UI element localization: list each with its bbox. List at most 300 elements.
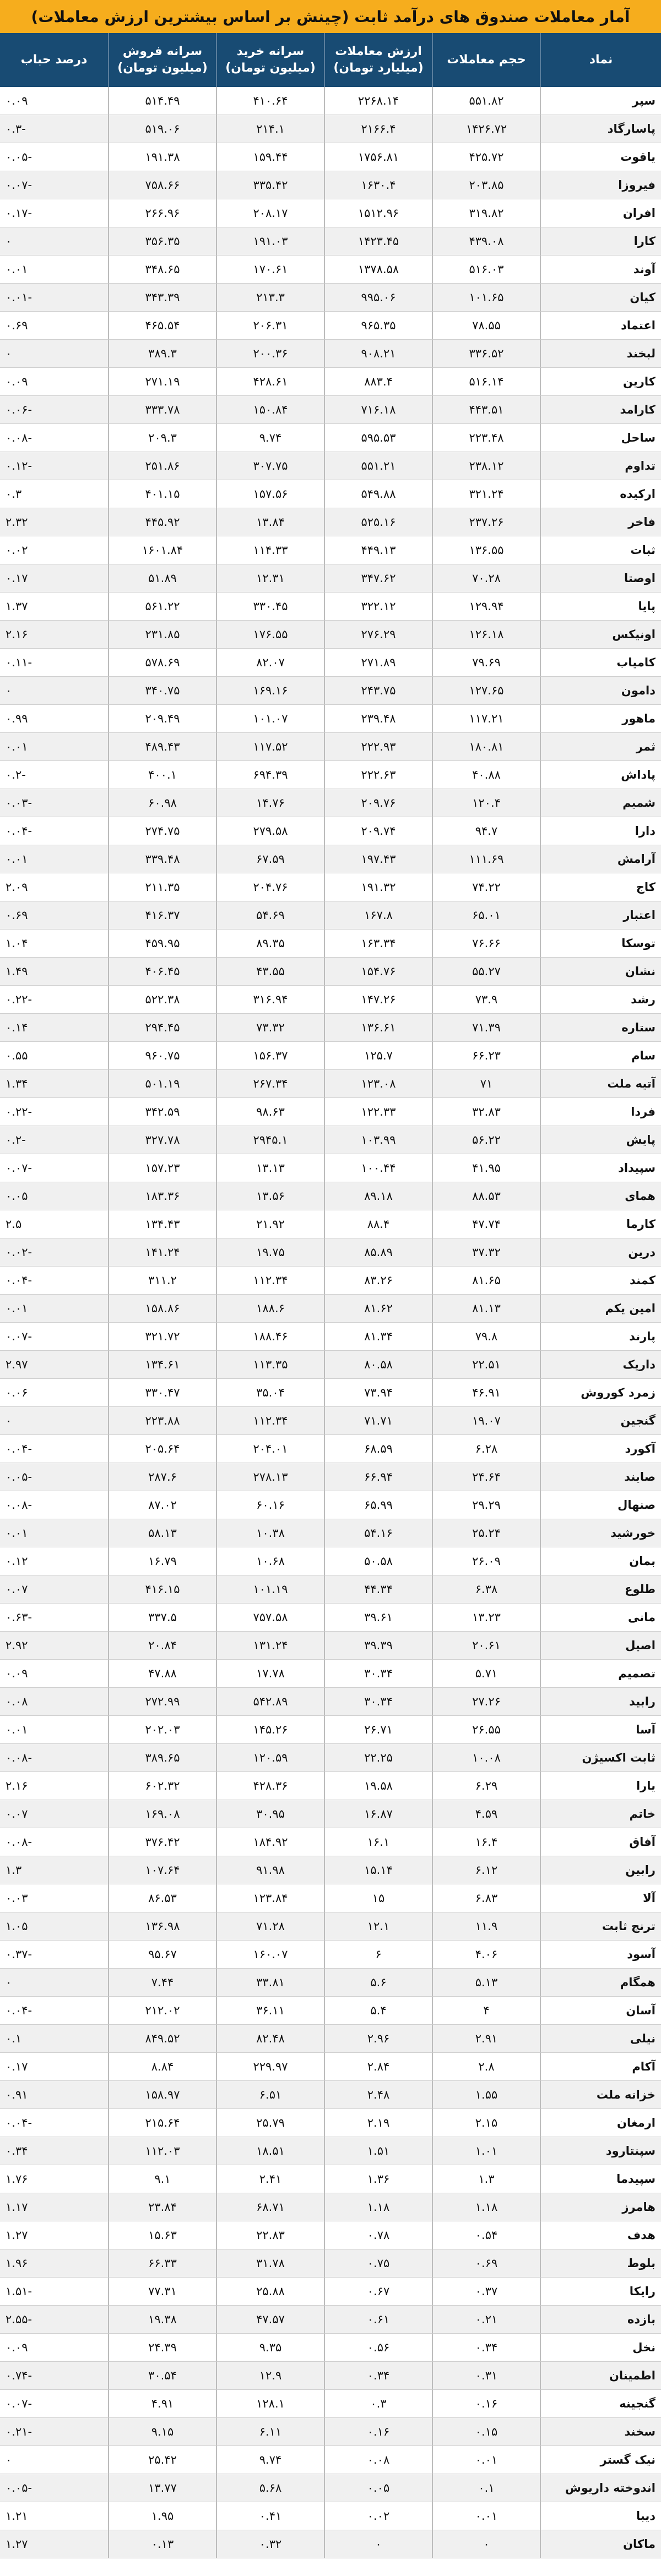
cell-name: فاخر xyxy=(540,508,661,536)
cell-buy-per-capita: ۱۲.۳۱ xyxy=(216,564,324,593)
cell-buy-per-capita: ۴۲۸.۶۱ xyxy=(216,368,324,396)
cell-bubble-percent: ۲.۵ xyxy=(0,1210,108,1238)
cell-value: ۱.۵۱ xyxy=(324,2137,432,2165)
cell-buy-per-capita: ۶.۵۱ xyxy=(216,2081,324,2109)
cell-value: ۶ xyxy=(324,1941,432,1969)
cell-volume: ۱۰.۰۸ xyxy=(432,1744,540,1772)
cell-name: آسا xyxy=(540,1716,661,1744)
cell-bubble-percent: -۰.۰۸ xyxy=(0,1828,108,1856)
cell-volume: ۸۸.۵۳ xyxy=(432,1182,540,1210)
cell-bubble-percent: ۱.۰۵ xyxy=(0,1912,108,1941)
cell-sell-per-capita: ۳۲۷.۷۸ xyxy=(108,1126,216,1154)
cell-name: خاتم xyxy=(540,1800,661,1828)
cell-name: ثابت اکسیژن xyxy=(540,1744,661,1772)
cell-sell-per-capita: ۶۰۲.۳۲ xyxy=(108,1772,216,1800)
cell-sell-per-capita: ۹۵.۶۷ xyxy=(108,1941,216,1969)
cell-buy-per-capita: ۳۵.۰۴ xyxy=(216,1379,324,1407)
cell-name: نشان xyxy=(540,958,661,986)
cell-value: ۷۳.۹۴ xyxy=(324,1379,432,1407)
table-row xyxy=(0,452,661,480)
cell-bubble-percent: -۰.۰۳ xyxy=(0,789,108,817)
cell-bubble-percent: ۰.۰۱ xyxy=(0,845,108,873)
cell-name: تصمیم xyxy=(540,1660,661,1688)
table-row xyxy=(0,2446,661,2474)
cell-buy-per-capita: ۳۳۵.۴۲ xyxy=(216,171,324,199)
cell-volume: ۶.۲۸ xyxy=(432,1435,540,1463)
cell-volume: ۱۱.۹ xyxy=(432,1912,540,1941)
cell-buy-per-capita: ۶۹۴.۳۹ xyxy=(216,761,324,789)
cell-buy-per-capita: ۵۴.۶۹ xyxy=(216,901,324,930)
cell-sell-per-capita: ۵۶۱.۲۲ xyxy=(108,593,216,621)
cell-bubble-percent: -۰.۰۸ xyxy=(0,1491,108,1519)
cell-volume: ۶.۲۹ xyxy=(432,1772,540,1800)
cell-bubble-percent: ۰.۰۷ xyxy=(0,1575,108,1604)
cell-value: ۳۹.۶۱ xyxy=(324,1604,432,1632)
cell-bubble-percent: -۰.۰۴ xyxy=(0,817,108,845)
cell-sell-per-capita: ۳۵۶.۳۵ xyxy=(108,227,216,256)
cell-name: اطمینان xyxy=(540,2362,661,2390)
cell-bubble-percent: -۰.۰۷ xyxy=(0,2390,108,2418)
cell-name: سپیدما xyxy=(540,2165,661,2193)
cell-sell-per-capita: ۴۱۶.۳۷ xyxy=(108,901,216,930)
cell-bubble-percent: -۰.۱۱ xyxy=(0,649,108,677)
table-row xyxy=(0,2137,661,2165)
cell-value: ۵۹۵.۵۳ xyxy=(324,424,432,452)
cell-name: ثمر xyxy=(540,733,661,761)
cell-name: خورشید xyxy=(540,1519,661,1547)
cell-name: کیان xyxy=(540,284,661,312)
cell-volume: ۲۶.۰۹ xyxy=(432,1547,540,1575)
cell-name: ماکان xyxy=(540,2530,661,2558)
cell-buy-per-capita: ۱۹.۷۵ xyxy=(216,1238,324,1267)
cell-volume: ۱۸۰.۸۱ xyxy=(432,733,540,761)
cell-bubble-percent: ۰.۵۵ xyxy=(0,1042,108,1070)
cell-value: ۲.۸۴ xyxy=(324,2053,432,2081)
cell-buy-per-capita: ۲۱.۹۲ xyxy=(216,1210,324,1238)
cell-value: ۶۵.۹۹ xyxy=(324,1491,432,1519)
cell-sell-per-capita: ۸۷.۰۲ xyxy=(108,1491,216,1519)
table-row xyxy=(0,2165,661,2193)
cell-bubble-percent: ۰.۹۱ xyxy=(0,2081,108,2109)
table-row xyxy=(0,677,661,705)
cell-bubble-percent: ۲.۹۷ xyxy=(0,1351,108,1379)
cell-value: ۲۰۹.۷۴ xyxy=(324,817,432,845)
cell-value: ۳۲۲.۱۲ xyxy=(324,593,432,621)
cell-volume: ۱۱۷.۲۱ xyxy=(432,705,540,733)
cell-bubble-percent: -۰.۰۵ xyxy=(0,143,108,171)
cell-buy-per-capita: ۱۵۷.۵۶ xyxy=(216,480,324,508)
cell-bubble-percent: ۰ xyxy=(0,1969,108,1997)
cell-name: افران xyxy=(540,199,661,227)
cell-volume: ۵۶.۲۲ xyxy=(432,1126,540,1154)
cell-name: ستاره xyxy=(540,1014,661,1042)
cell-volume: ۱۲۷.۶۵ xyxy=(432,677,540,705)
table-row xyxy=(0,1941,661,1969)
cell-volume: ۲.۹۱ xyxy=(432,2025,540,2053)
cell-sell-per-capita: ۴۱۶.۱۵ xyxy=(108,1575,216,1604)
cell-sell-per-capita: ۲۱۲.۰۲ xyxy=(108,1997,216,2025)
cell-value: ۱۶.۱ xyxy=(324,1828,432,1856)
cell-sell-per-capita: ۴۶۵.۵۴ xyxy=(108,312,216,340)
cell-buy-per-capita: ۱۰.۳۸ xyxy=(216,1519,324,1547)
cell-buy-per-capita: ۸۲.۰۷ xyxy=(216,649,324,677)
table-row xyxy=(0,2193,661,2221)
cell-buy-per-capita: ۱۳۱.۲۴ xyxy=(216,1632,324,1660)
cell-sell-per-capita: ۳۰.۵۴ xyxy=(108,2362,216,2390)
cell-sell-per-capita: ۲۵۱.۸۶ xyxy=(108,452,216,480)
cell-bubble-percent: ۰.۰۹ xyxy=(0,2334,108,2362)
cell-volume: ۰.۱۶ xyxy=(432,2390,540,2418)
table-row xyxy=(0,368,661,396)
table-row xyxy=(0,958,661,986)
cell-volume: ۱.۵۵ xyxy=(432,2081,540,2109)
cell-bubble-percent: ۰ xyxy=(0,2446,108,2474)
cell-name: پارند xyxy=(540,1323,661,1351)
cell-buy-per-capita: ۳۳.۸۱ xyxy=(216,1969,324,1997)
cell-volume: ۲۵.۲۴ xyxy=(432,1519,540,1547)
cell-sell-per-capita: ۱۸۳.۳۶ xyxy=(108,1182,216,1210)
cell-value: ۱۵۱۲.۹۶ xyxy=(324,199,432,227)
cell-volume: ۴۱.۹۵ xyxy=(432,1154,540,1182)
cell-name: درین xyxy=(540,1238,661,1267)
cell-bubble-percent: -۰.۰۸ xyxy=(0,424,108,452)
cell-sell-per-capita: ۲۰۹.۳ xyxy=(108,424,216,452)
cell-bubble-percent: ۱.۰۴ xyxy=(0,930,108,958)
cell-volume: ۰.۵۴ xyxy=(432,2221,540,2249)
table-row xyxy=(0,1351,661,1379)
cell-bubble-percent: ۲.۳۲ xyxy=(0,508,108,536)
table-row xyxy=(0,1575,661,1604)
table-row xyxy=(0,2221,661,2249)
cell-name: آوند xyxy=(540,256,661,284)
cell-bubble-percent: -۰.۰۴ xyxy=(0,1267,108,1295)
cell-buy-per-capita: ۲۰۸.۱۷ xyxy=(216,199,324,227)
cell-sell-per-capita: ۲۱۱.۳۵ xyxy=(108,873,216,901)
cell-sell-per-capita: ۱۹۱.۳۸ xyxy=(108,143,216,171)
cell-bubble-percent: ۰.۱۷ xyxy=(0,564,108,593)
cell-buy-per-capita: ۱۱۴.۳۳ xyxy=(216,536,324,564)
table-row xyxy=(0,986,661,1014)
cell-sell-per-capita: ۴۸۹.۴۳ xyxy=(108,733,216,761)
table-row xyxy=(0,1997,661,2025)
cell-name: کارامد xyxy=(540,396,661,424)
cell-buy-per-capita: ۱۶۰.۰۷ xyxy=(216,1941,324,1969)
cell-volume: ۱.۰۱ xyxy=(432,2137,540,2165)
cell-name: آفاق xyxy=(540,1828,661,1856)
cell-buy-per-capita: ۶۸.۷۱ xyxy=(216,2193,324,2221)
cell-volume: ۴۰.۸۸ xyxy=(432,761,540,789)
cell-volume: ۲۳۷.۲۶ xyxy=(432,508,540,536)
cell-volume: ۰.۳۴ xyxy=(432,2334,540,2362)
table-row xyxy=(0,1744,661,1772)
cell-value: ۶۶.۹۴ xyxy=(324,1463,432,1491)
cell-value: ۵.۴ xyxy=(324,1997,432,2025)
cell-volume: ۲۷.۲۶ xyxy=(432,1688,540,1716)
cell-value: ۱۰۰.۴۴ xyxy=(324,1154,432,1182)
cell-name: نیک گستر xyxy=(540,2446,661,2474)
cell-bubble-percent: -۰.۲ xyxy=(0,1126,108,1154)
table-row xyxy=(0,1295,661,1323)
cell-volume: ۲.۱۵ xyxy=(432,2109,540,2137)
cell-value: ۵۵۱.۲۱ xyxy=(324,452,432,480)
header-buy-per-capita: سرانه خرید (میلیون تومان) xyxy=(216,33,324,87)
cell-sell-per-capita: ۱۳۴.۶۱ xyxy=(108,1351,216,1379)
cell-name: هدف xyxy=(540,2221,661,2249)
cell-bubble-percent: ۰.۰۹ xyxy=(0,87,108,115)
cell-sell-per-capita: ۴۰۰.۱ xyxy=(108,761,216,789)
cell-volume: ۲.۸ xyxy=(432,2053,540,2081)
cell-value: ۵۴۹.۸۸ xyxy=(324,480,432,508)
cell-value: ۰.۰۸ xyxy=(324,2446,432,2474)
header-value: ارزش معاملات (میلیارد تومان) xyxy=(324,33,432,87)
cell-bubble-percent: -۰.۳ xyxy=(0,115,108,143)
cell-buy-per-capita: ۲۰۰.۳۶ xyxy=(216,340,324,368)
cell-volume: ۲۳۸.۱۲ xyxy=(432,452,540,480)
cell-sell-per-capita: ۷۷.۳۱ xyxy=(108,2278,216,2306)
cell-name: گنجینه xyxy=(540,2390,661,2418)
table-row xyxy=(0,1210,661,1238)
cell-volume: ۱۴۲۶.۷۲ xyxy=(432,115,540,143)
cell-buy-per-capita: ۳۱.۷۸ xyxy=(216,2249,324,2278)
cell-bubble-percent: ۱.۹۶ xyxy=(0,2249,108,2278)
cell-bubble-percent: ۱.۱۷ xyxy=(0,2193,108,2221)
table-header-row xyxy=(0,33,661,87)
table-row xyxy=(0,1238,661,1267)
cell-buy-per-capita: ۱۴۵.۲۶ xyxy=(216,1716,324,1744)
cell-name: اندوخته داریوش xyxy=(540,2474,661,2502)
cell-bubble-percent: ۱.۲۷ xyxy=(0,2530,108,2558)
cell-sell-per-capita: ۳۸۹.۳ xyxy=(108,340,216,368)
cell-buy-per-capita: ۲۲.۸۳ xyxy=(216,2221,324,2249)
table-row xyxy=(0,564,661,593)
cell-sell-per-capita: ۴.۹۱ xyxy=(108,2390,216,2418)
header-bubble-percent: درصد حباب xyxy=(0,33,108,87)
cell-name: آسود xyxy=(540,1941,661,1969)
cell-name: بازده xyxy=(540,2306,661,2334)
table-row xyxy=(0,2249,661,2278)
cell-volume: ۳۳۶.۵۲ xyxy=(432,340,540,368)
table-row xyxy=(0,1267,661,1295)
fund-trades-table xyxy=(0,33,661,2558)
cell-buy-per-capita: ۲.۴۱ xyxy=(216,2165,324,2193)
cell-sell-per-capita: ۱۵۷.۲۳ xyxy=(108,1154,216,1182)
cell-sell-per-capita: ۱۶۰۱.۸۴ xyxy=(108,536,216,564)
cell-sell-per-capita: ۲۳.۸۴ xyxy=(108,2193,216,2221)
table-row xyxy=(0,1828,661,1856)
cell-name: طلوع xyxy=(540,1575,661,1604)
cell-bubble-percent: ۲.۱۶ xyxy=(0,621,108,649)
cell-buy-per-capita: ۱۸۸.۴۶ xyxy=(216,1323,324,1351)
cell-buy-per-capita: ۱۰.۶۸ xyxy=(216,1547,324,1575)
cell-volume: ۴۶.۹۱ xyxy=(432,1379,540,1407)
table-row xyxy=(0,1800,661,1828)
cell-volume: ۱۹.۰۷ xyxy=(432,1407,540,1435)
cell-buy-per-capita: ۱۴.۷۶ xyxy=(216,789,324,817)
cell-sell-per-capita: ۵۱۹.۰۶ xyxy=(108,115,216,143)
cell-name: سخند xyxy=(540,2418,661,2446)
cell-bubble-percent: -۰.۰۵ xyxy=(0,1463,108,1491)
cell-sell-per-capita: ۶۶.۳۳ xyxy=(108,2249,216,2278)
cell-bubble-percent: ۰.۶۹ xyxy=(0,901,108,930)
cell-bubble-percent: ۰.۰۳ xyxy=(0,1884,108,1912)
table-row xyxy=(0,2530,661,2558)
cell-bubble-percent: -۲.۵۵ xyxy=(0,2306,108,2334)
cell-volume: ۵.۷۱ xyxy=(432,1660,540,1688)
table-row xyxy=(0,115,661,143)
cell-value: ۸۸۳.۴ xyxy=(324,368,432,396)
cell-name: شمیم xyxy=(540,789,661,817)
cell-volume: ۹۴.۷ xyxy=(432,817,540,845)
cell-buy-per-capita: ۱۷.۷۸ xyxy=(216,1660,324,1688)
cell-buy-per-capita: ۶.۱۱ xyxy=(216,2418,324,2446)
cell-buy-per-capita: ۷۳.۳۲ xyxy=(216,1014,324,1042)
cell-buy-per-capita: ۶۰.۱۶ xyxy=(216,1491,324,1519)
cell-volume: ۰ xyxy=(432,2530,540,2558)
cell-value: ۱۲۵.۷ xyxy=(324,1042,432,1070)
cell-name: دیبا xyxy=(540,2502,661,2530)
cell-sell-per-capita: ۱۴۱.۲۴ xyxy=(108,1238,216,1267)
cell-sell-per-capita: ۵۷۸.۶۹ xyxy=(108,649,216,677)
cell-volume: ۴۲۵.۷۲ xyxy=(432,143,540,171)
cell-bubble-percent: -۰.۰۴ xyxy=(0,2109,108,2137)
cell-value: ۰.۶۷ xyxy=(324,2278,432,2306)
cell-name: سپیداد xyxy=(540,1154,661,1182)
cell-bubble-percent: ۰.۱۲ xyxy=(0,1547,108,1575)
cell-name: خزانه ملت xyxy=(540,2081,661,2109)
cell-volume: ۱۲۰.۴ xyxy=(432,789,540,817)
cell-bubble-percent: ۲.۹۲ xyxy=(0,1632,108,1660)
cell-volume: ۰.۳۷ xyxy=(432,2278,540,2306)
cell-volume: ۲۹.۲۹ xyxy=(432,1491,540,1519)
cell-buy-per-capita: ۷۱.۲۸ xyxy=(216,1912,324,1941)
table-row xyxy=(0,705,661,733)
cell-volume: ۳۷.۳۲ xyxy=(432,1238,540,1267)
cell-volume: ۱.۱۸ xyxy=(432,2193,540,2221)
cell-value: ۱۶۳۰.۴ xyxy=(324,171,432,199)
cell-buy-per-capita: ۴۷.۵۷ xyxy=(216,2306,324,2334)
cell-bubble-percent: -۰.۱۷ xyxy=(0,199,108,227)
cell-name: همگام xyxy=(540,1969,661,1997)
cell-name: کارین xyxy=(540,368,661,396)
cell-sell-per-capita: ۳۴۲.۵۹ xyxy=(108,1098,216,1126)
cell-name: سپر xyxy=(540,87,661,115)
cell-sell-per-capita: ۴۰۱.۱۵ xyxy=(108,480,216,508)
cell-buy-per-capita: ۳۰.۹۵ xyxy=(216,1800,324,1828)
cell-volume: ۲۰۳.۸۵ xyxy=(432,171,540,199)
cell-name: هامرز xyxy=(540,2193,661,2221)
cell-bubble-percent: ۰.۰۱ xyxy=(0,1519,108,1547)
cell-volume: ۰.۱ xyxy=(432,2474,540,2502)
table-row xyxy=(0,593,661,621)
cell-value: ۱۶۷.۸ xyxy=(324,901,432,930)
cell-volume: ۰.۶۹ xyxy=(432,2249,540,2278)
cell-value: ۱۶.۸۷ xyxy=(324,1800,432,1828)
table-row xyxy=(0,480,661,508)
table-row xyxy=(0,1688,661,1716)
cell-bubble-percent: ۰.۰۵ xyxy=(0,1182,108,1210)
cell-buy-per-capita: ۲۵.۷۹ xyxy=(216,2109,324,2137)
cell-value: ۸۱.۶۲ xyxy=(324,1295,432,1323)
cell-volume: ۷۶.۶۶ xyxy=(432,930,540,958)
cell-bubble-percent: -۰.۱۲ xyxy=(0,452,108,480)
cell-sell-per-capita: ۲۶۶.۹۶ xyxy=(108,199,216,227)
cell-sell-per-capita: ۱۳۶.۹۸ xyxy=(108,1912,216,1941)
header-sell-per-capita: سرانه فروش (میلیون تومان) xyxy=(108,33,216,87)
cell-volume: ۲۶.۵۵ xyxy=(432,1716,540,1744)
cell-value: ۴۴.۳۴ xyxy=(324,1575,432,1604)
cell-buy-per-capita: ۹.۷۴ xyxy=(216,424,324,452)
table-row xyxy=(0,1435,661,1463)
cell-buy-per-capita: ۴۳.۵۵ xyxy=(216,958,324,986)
cell-volume: ۱۱۱.۶۹ xyxy=(432,845,540,873)
cell-sell-per-capita: ۱.۹۵ xyxy=(108,2502,216,2530)
cell-name: ثبات xyxy=(540,536,661,564)
cell-buy-per-capita: ۱۵۰.۸۴ xyxy=(216,396,324,424)
cell-value: ۲۲.۲۵ xyxy=(324,1744,432,1772)
cell-sell-per-capita: ۴۷.۸۸ xyxy=(108,1660,216,1688)
cell-volume: ۱۳.۲۳ xyxy=(432,1604,540,1632)
cell-volume: ۵۱۶.۱۴ xyxy=(432,368,540,396)
cell-buy-per-capita: ۰.۳۲ xyxy=(216,2530,324,2558)
cell-value: ۱۲.۱ xyxy=(324,1912,432,1941)
cell-volume: ۱۶.۴ xyxy=(432,1828,540,1856)
cell-name: کامیاب xyxy=(540,649,661,677)
cell-value: ۱۷۵۶.۸۱ xyxy=(324,143,432,171)
cell-bubble-percent: -۰.۰۷ xyxy=(0,1323,108,1351)
cell-value: ۰.۶۱ xyxy=(324,2306,432,2334)
table-row xyxy=(0,733,661,761)
cell-name: اونیکس xyxy=(540,621,661,649)
table-row xyxy=(0,1856,661,1884)
cell-value: ۱۵۴.۷۶ xyxy=(324,958,432,986)
cell-bubble-percent: -۰.۲۲ xyxy=(0,986,108,1014)
cell-bubble-percent: ۰ xyxy=(0,227,108,256)
cell-volume: ۵۵۱.۸۲ xyxy=(432,87,540,115)
cell-buy-per-capita: ۱۹۱.۰۳ xyxy=(216,227,324,256)
cell-name: پاسارگاد xyxy=(540,115,661,143)
cell-value: ۳۴۷.۶۲ xyxy=(324,564,432,593)
cell-volume: ۷۹.۸ xyxy=(432,1323,540,1351)
cell-sell-per-capita: ۱۹.۳۸ xyxy=(108,2306,216,2334)
cell-sell-per-capita: ۲۹۴.۴۵ xyxy=(108,1014,216,1042)
cell-sell-per-capita: ۳۷۶.۴۲ xyxy=(108,1828,216,1856)
cell-value: ۱۶۳.۳۴ xyxy=(324,930,432,958)
cell-value: ۰.۳۴ xyxy=(324,2362,432,2390)
cell-sell-per-capita: ۵۲۲.۳۸ xyxy=(108,986,216,1014)
cell-value: ۲۷۶.۲۹ xyxy=(324,621,432,649)
cell-volume: ۷۱ xyxy=(432,1070,540,1098)
cell-sell-per-capita: ۱۵۸.۹۷ xyxy=(108,2081,216,2109)
cell-sell-per-capita: ۲۷۴.۷۵ xyxy=(108,817,216,845)
cell-name: فیروزا xyxy=(540,171,661,199)
cell-buy-per-capita: ۳۳۰.۴۵ xyxy=(216,593,324,621)
cell-bubble-percent: ۰.۰۱ xyxy=(0,1295,108,1323)
cell-volume: ۰.۰۱ xyxy=(432,2502,540,2530)
cell-volume: ۳۲.۸۳ xyxy=(432,1098,540,1126)
cell-bubble-percent: -۰.۰۴ xyxy=(0,1435,108,1463)
cell-value: ۶۸.۵۹ xyxy=(324,1435,432,1463)
cell-value: ۸۱.۳۴ xyxy=(324,1323,432,1351)
table-row xyxy=(0,1098,661,1126)
cell-bubble-percent: ۰.۱۷ xyxy=(0,2053,108,2081)
cell-volume: ۵۵.۲۷ xyxy=(432,958,540,986)
cell-value: ۰.۰۵ xyxy=(324,2474,432,2502)
table-row xyxy=(0,761,661,789)
cell-value: ۷۱.۷۱ xyxy=(324,1407,432,1435)
cell-sell-per-capita: ۲۰۹.۴۹ xyxy=(108,705,216,733)
cell-buy-per-capita: ۱۱۳.۳۵ xyxy=(216,1351,324,1379)
table-row xyxy=(0,817,661,845)
